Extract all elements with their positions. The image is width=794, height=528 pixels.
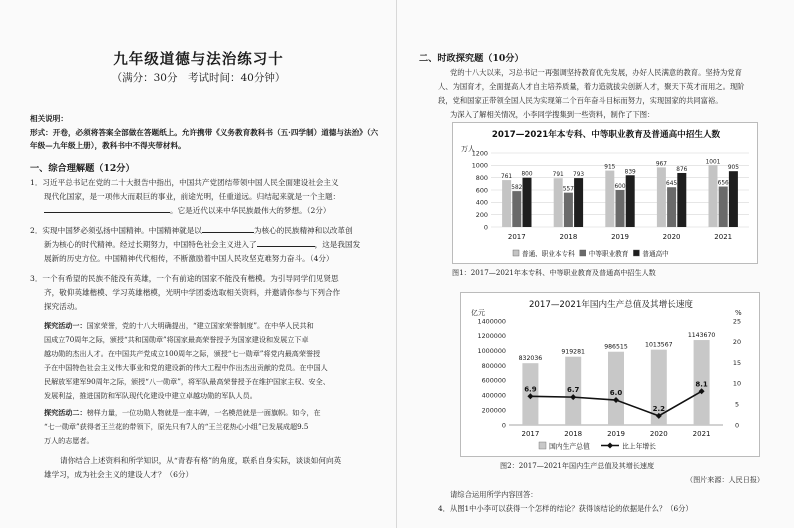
chart1-data-label: 645 xyxy=(666,181,678,188)
q3-line1: 3．一个有希望的民族不能没有英雄，一个有前途的国家不能没有楷模。为引导同学们见贤思 xyxy=(30,274,339,283)
chart2-xtick-label: 2017 xyxy=(521,430,540,438)
chart2-ytick-right: 5 xyxy=(734,400,740,409)
chart1-data-label: 967 xyxy=(655,161,667,168)
activity2-text1: 榜样力量，一位功勋人物就是一座丰碑，一名模范就是一面旗帜。如今，在 xyxy=(86,408,321,417)
chart1-data-label: 582 xyxy=(511,185,523,192)
chart1-ytick-label: 0 xyxy=(483,223,488,232)
activity1-label: 探究活动一： xyxy=(44,321,87,330)
q2-line2-wrap xyxy=(44,238,360,252)
chart1-xtick-label: 2017 xyxy=(507,233,526,241)
chart1-legend-label: 普通高中 xyxy=(642,250,669,258)
intro-line2: 人、为国育才，全面提高人才自主培养质量，着力造就拔尖创新人才，聚天下英才而用之。现阶 xyxy=(438,82,745,91)
figure2-svg xyxy=(461,293,761,458)
chart1-data-label: 839 xyxy=(624,169,636,176)
chart2-ytick-left: 800000 xyxy=(481,361,506,370)
intro-line4: 为深入了解相关情况，小李同学搜集到一些资料，制作了下图： xyxy=(450,110,655,119)
chart1-data-label: 791 xyxy=(552,172,564,179)
chart2-ytick-right: 20 xyxy=(732,338,742,347)
intro-line3: 段，党和国家正带领全国人民为实现第二个百年奋斗目标而努力，实现国家的共同富裕。 xyxy=(438,96,723,105)
chart2-ytick-right: 0 xyxy=(734,421,740,430)
chart2-legend-bar-swatch xyxy=(539,442,546,449)
chart1-data-label: 915 xyxy=(604,164,616,171)
figure2-chart xyxy=(460,292,760,457)
chart1-data-label: 800 xyxy=(521,171,533,178)
q2-blank-1[interactable] xyxy=(202,224,254,233)
chart1-bar xyxy=(502,180,511,227)
chart1-data-label: 793 xyxy=(573,172,585,179)
chart1-xtick-label: 2021 xyxy=(714,233,733,241)
notes-text: 形式：开卷，必须将答案全部做在答题纸上。允许携带《义务教育教科书（五·四学制）道德与法治》（六年级—九年级上册），教科书中不得夹带材料。 xyxy=(30,128,379,150)
answer-prompt: 请综合运用所学内容回答： xyxy=(450,490,538,499)
activity1-line4: 予在中国特色社会主义伟大事业和党的建设新的伟大工程中作出杰出贡献的党员。在中国人 xyxy=(44,363,328,372)
q2-line2b: ，这是我国发 xyxy=(314,240,361,249)
chart1-ytick-label: 800 xyxy=(475,173,488,182)
chart1-legend-swatch xyxy=(633,250,639,256)
chart1-bar xyxy=(605,171,614,227)
activity1-line1 xyxy=(44,319,314,333)
exam-subtitle: （满分：30分 考试时间：40分钟） xyxy=(111,72,286,84)
figure1-svg xyxy=(453,123,759,265)
chart2-bar-label: 986515 xyxy=(604,343,628,351)
chart1-legend-swatch xyxy=(580,250,586,256)
chart1-data-label: 600 xyxy=(614,184,626,190)
activity2-label: 探究活动二： xyxy=(44,408,87,417)
chart2-growth-label: 2.2 xyxy=(652,404,666,413)
chart1-xtick-label: 2019 xyxy=(611,233,629,241)
chart2-growth-label: 8.1 xyxy=(695,380,708,389)
activity1-text1: 国家荣誉，党的十八大明确提出，“建立国家荣誉制度”。在中华人民共和 xyxy=(86,321,314,330)
chart2-bar-label: 919281 xyxy=(561,348,586,356)
q2-blank-2[interactable] xyxy=(257,238,315,247)
chart2-ylabel-left: 亿元 xyxy=(471,309,485,317)
q2-line2: 新为核心的时代精神。经过长期努力，中国特色社会主义进入了 xyxy=(44,240,257,249)
chart1-bar xyxy=(574,178,583,227)
chart2-legend-bar-label: 国内生产总值 xyxy=(549,442,590,451)
q3-line2: 齐，敬仰英雄楷模、学习英雄楷模，光明中学团委选取相关资料，并邀请你参与下列合作 xyxy=(44,288,341,297)
intro-line1: 党的十八大以来，习总书记一再强调坚持教育优先发展，办好人民满意的教育。坚持为党育 xyxy=(450,68,742,77)
q1-line3: 。它是近代以来中华民族最伟大的梦想。（2分） xyxy=(170,206,331,215)
chart2-ytick-left: 0 xyxy=(501,421,506,430)
chart2-bar-label: 1143670 xyxy=(687,332,716,340)
q2-line1-wrap xyxy=(30,224,353,238)
chart1-ytick-label: 400 xyxy=(475,198,488,207)
chart2-xtick-label: 2019 xyxy=(607,430,625,438)
chart2-ylabel-right: % xyxy=(735,309,742,317)
chart1-data-label: 876 xyxy=(676,166,688,173)
chart2-xtick-label: 2021 xyxy=(692,430,711,438)
chart1-xtick-label: 2020 xyxy=(662,233,681,241)
chart2-growth-label: 6.0 xyxy=(609,389,623,398)
chart1-data-label: 905 xyxy=(727,165,739,172)
chart1-bar xyxy=(709,165,718,227)
chart2-title: 2017—2021年国内生产总值及其增长速度 xyxy=(528,300,694,310)
chart2-ytick-right: 25 xyxy=(732,317,742,326)
chart2-growth-label: 6.9 xyxy=(524,385,537,394)
activity2-line1 xyxy=(44,406,321,420)
q3-prompt-line2: 雄学习，成为社会主义的建设人才？（6分） xyxy=(44,470,194,479)
section2-title: 二、时政探究题（10分） xyxy=(419,53,524,64)
chart2-ytick-left: 1000000 xyxy=(477,347,506,356)
chart1-ytick-label: 200 xyxy=(475,210,488,219)
chart1-legend-swatch xyxy=(513,250,519,256)
q3-prompt-line1: 请你结合上述资料和所学知识，从“青春有格”的角度，联系自身实际，谈谈如何向英 xyxy=(60,456,342,465)
chart1-bar xyxy=(719,187,728,227)
chart1-ylabel: 万人 xyxy=(461,145,475,153)
chart1-data-label: 1001 xyxy=(705,159,721,166)
activity1-line5: 民解放军建军90周年之际，颁授“八一勋章”，将军队最高荣誉授予在维护国家主权、安全、 xyxy=(44,377,330,386)
chart1-ytick-label: 1000 xyxy=(471,161,488,170)
chart2-ytick-right: 15 xyxy=(732,358,742,367)
chart1-bar xyxy=(657,167,666,227)
chart2-ytick-left: 600000 xyxy=(481,376,506,385)
notes-heading: 相关说明： xyxy=(30,114,68,123)
chart1-legend-label: 普通、职业本专科 xyxy=(522,250,575,258)
chart2-ytick-left: 1400000 xyxy=(477,317,506,326)
q2-line3: 展新的历史方位。中国精神代代相传，不断激励着中国人民攻坚克难努力奋斗。（4分） xyxy=(44,254,334,263)
chart2-growth-label: 6.7 xyxy=(566,386,580,395)
chart1-ytick-label: 600 xyxy=(475,186,488,195)
chart1-xtick-label: 2018 xyxy=(559,233,578,241)
chart2-ytick-left: 400000 xyxy=(481,391,506,400)
activity2-line2: “七一勋章”获得者王兰花的带领下，原先只有7人的“王兰花热心小组”已发展成超9.5 xyxy=(44,422,309,431)
q4-text: 4．从图1中小李可以获得一个怎样的结论？获得该结论的依据是什么？（6分） xyxy=(438,504,693,513)
chart1-data-label: 656 xyxy=(717,180,729,187)
chart1-bar xyxy=(667,187,676,227)
activity2-line3: 万人的志愿者。 xyxy=(44,436,94,445)
chart2-ytick-left: 1200000 xyxy=(477,332,506,341)
chart1-data-label: 557 xyxy=(562,186,574,193)
chart1-bar xyxy=(523,178,532,227)
chart1-legend-label: 中等职业教育 xyxy=(588,250,629,258)
chart1-bar xyxy=(564,193,573,227)
q2-line1: 2．实现中国梦必须弘扬中国精神。中国精神就是以 xyxy=(30,226,202,235)
chart1-data-label: 761 xyxy=(501,174,513,181)
chart1-bar xyxy=(512,191,521,227)
chart1-title: 2017—2021年本专科、中等职业教育及普通高中招生人数 xyxy=(491,130,721,140)
chart2-xtick-label: 2020 xyxy=(649,430,668,438)
chart2-bar-label: 1013567 xyxy=(645,341,673,349)
activity1-line2: 国成立70周年之际，颁授“共和国勋章”将国家最高荣誉授予为国家建设和发展立下卓 xyxy=(44,335,309,344)
chart2-legend-line-label: 比上年增长 xyxy=(622,442,656,451)
figure1-caption: 图1：2017—2021年本专科、中等职业教育及普通高中招生人数 xyxy=(452,268,656,277)
figure2-caption: 图2：2017—2021年国内生产总值及其增长速度 xyxy=(500,461,655,470)
chart2-bar-label: 832036 xyxy=(518,355,543,363)
exam-title: 九年级道德与法治练习十 xyxy=(113,51,284,68)
chart2-ytick-right: 10 xyxy=(732,379,742,388)
chart1-bar xyxy=(729,171,738,227)
chart2-xtick-label: 2018 xyxy=(564,430,583,438)
chart1-bar xyxy=(626,175,635,227)
chart1-bar xyxy=(616,190,625,227)
q1-line1: 1．习近平总书记在党的二十大报告中指出，中国共产党团结带领中国人民全面建设社会主义 xyxy=(30,178,339,187)
q1-line3-wrap xyxy=(44,204,331,218)
activity1-line6: 发展利益，推进国防和军队现代化建设中建立卓越功勋的军队人员。 xyxy=(44,391,257,400)
q2-line1b: 为核心的民族精神和以改革创 xyxy=(253,226,353,235)
chart1-bar xyxy=(554,178,563,227)
q3-line3: 探究活动。 xyxy=(44,302,82,311)
q1-answer-blank[interactable] xyxy=(44,204,170,213)
image-source: （图片来源：人民日报） xyxy=(686,475,765,484)
chart2-ytick-left: 200000 xyxy=(481,406,506,415)
q1-line2: 现代化国家，是一项伟大而艰巨的事业，前途光明，任重道远。归结起来就是一个主题： xyxy=(44,192,341,201)
chart1-ytick-label: 1200 xyxy=(471,149,488,158)
chart1-bar xyxy=(677,173,686,227)
activity1-line3: 越功勋的杰出人才。在中国共产党成立100周年之际，颁授“七一勋章”将党内最高荣誉授 xyxy=(44,349,321,358)
chart2-legend-marker xyxy=(607,443,613,449)
section1-title: 一、综合理解题（12分） xyxy=(30,163,135,174)
figure1-chart xyxy=(452,122,758,264)
